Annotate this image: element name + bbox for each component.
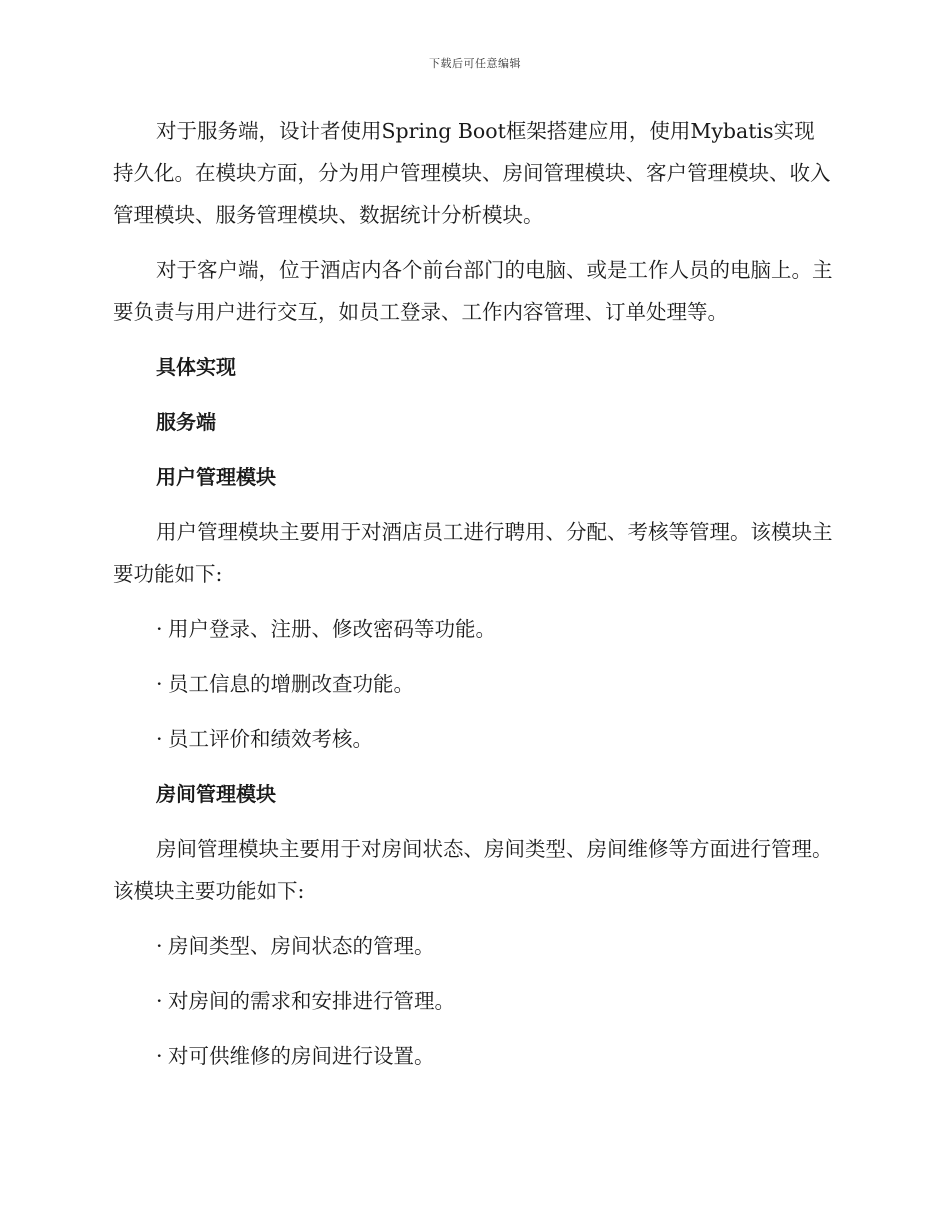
document-body [113,110,835,1090]
bullet-mark: · [156,934,163,958]
list-item [113,663,835,705]
paragraph-client-overview: 对于客户端，位于酒店内各个前台部门的电脑、或是工作人员的电脑上。主要负责与用户进行交互，如员工登录、工作内容管理、订单处理等。 [113,258,833,324]
paragraph-user-module: 用户管理模块主要用于对酒店员工进行聘用、分配、考核等管理。该模块主要功能如下: [113,520,833,586]
heading-room-module: 房间管理模块 [156,782,276,806]
paragraph-server-overview: 对于服务端，设计者使用Spring Boot框架搭建应用，使用Mybatis实现持久化。在模块方面，分为用户管理模块、房间管理模块、客户管理模块、收入管理模块、服务管理模块、数据统计分析模块。 [113,119,831,227]
list-item [113,925,835,967]
list-item [113,980,835,1022]
list-item [113,608,835,650]
paragraph-room-module: 房间管理模块主要用于对房间状态、房间类型、房间维修等方面进行管理。该模块主要功能如下: [113,837,833,903]
heading-server: 服务端 [156,410,216,434]
heading-user-module: 用户管理模块 [156,465,276,489]
bullet-mark: · [156,617,163,641]
bullet-mark: · [156,672,163,696]
bullet-mark: · [156,727,163,751]
list-item-text: 对可供维修的房间进行设置。 [168,1044,435,1068]
list-item-text: 员工信息的增删改查功能。 [168,672,414,696]
heading-implementation: 具体实现 [156,355,236,379]
list-item [113,718,835,760]
list-item-text: 对房间的需求和安排进行管理。 [168,989,455,1013]
bullet-mark: · [156,989,163,1013]
list-item-text: 用户登录、注册、修改密码等功能。 [168,617,496,641]
bullet-mark: · [156,1044,163,1068]
list-item-text: 房间类型、房间状态的管理。 [168,934,435,958]
list-item [113,1035,835,1077]
page-header: 下载后可任意编辑 [429,57,521,70]
list-item-text: 员工评价和绩效考核。 [168,727,373,751]
